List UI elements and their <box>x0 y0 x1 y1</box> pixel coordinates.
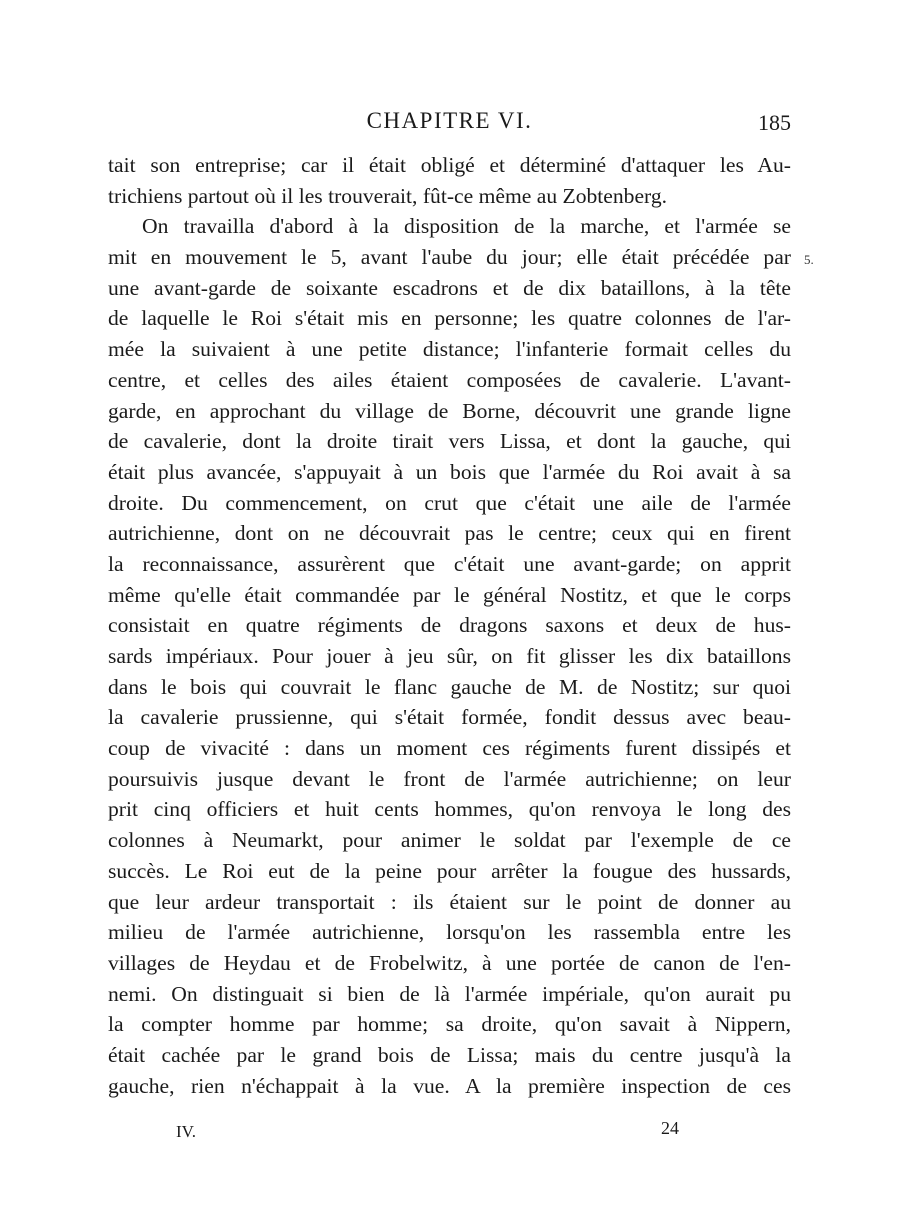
running-head <box>108 108 791 142</box>
text-line: tait son entreprise; car il était obligé et déterminé d'attaquer les Au- <box>108 153 791 177</box>
text-line: prit cinq officiers et huit cents hommes, qu'on renvoya le long des <box>108 797 791 822</box>
text-line: villages de Heydau et de Frobelwitz, à une portée de canon de l'en- <box>108 950 791 975</box>
body-text <box>108 150 791 1101</box>
text-line: que leur ardeur transportait : ils étaient sur le point de donner au <box>108 889 791 914</box>
text-line: coup de vivacité : dans un moment ces régiments furent dissipés et <box>108 736 791 761</box>
text-line: de laquelle le Roi s'était mis en personne; les quatre colonnes de l'ar- <box>108 306 791 331</box>
text-line: poursuivis jusque devant le front de l'armée autrichienne; on leur <box>108 766 791 791</box>
page-number: 185 <box>758 110 791 135</box>
text-line: garde, en approchant du village de Borne, découvrit une grande ligne <box>108 398 791 423</box>
text-line: la compter homme par homme; sa droite, qu'on savait à Nippern, <box>108 1012 791 1037</box>
signature-mark: 24 <box>661 1118 679 1138</box>
text-line: autrichienne, dont on ne découvrait pas le centre; ceux qui en firent <box>108 521 791 546</box>
text-line: même qu'elle était commandée par le général Nostitz, et que le corps <box>108 582 791 607</box>
text-line: milieu de l'armée autrichienne, lorsqu'on les rassembla entre les <box>108 920 791 945</box>
text-line: centre, et celles des ailes étaient composées de cavalerie. L'avant- <box>108 367 791 392</box>
text-line: sards impériaux. Pour jouer à jeu sûr, on fit glisser les dix bataillons <box>108 644 791 668</box>
text-line: était plus avancée, s'appuyait à un bois que l'armée du Roi avait à sa <box>108 459 791 484</box>
text-line: la cavalerie prussienne, qui s'était formée, fondit dessus avec beau- <box>108 705 791 730</box>
text-line: mée la suivaient à une petite distance; l'infanterie formait celles du <box>108 337 791 362</box>
chapter-title: CHAPITRE VI. <box>366 108 533 133</box>
margin-line-number: 5. <box>804 252 814 267</box>
volume-number: IV. <box>176 1122 196 1141</box>
text-line: trichiens partout où il les trouverait, fût-ce même au Zobtenberg. <box>108 183 668 208</box>
text-line: On travailla d'abord à la disposition de la marche, et l'armée se <box>142 214 791 239</box>
text-line: droite. Du commencement, on crut que c'était une aile de l'armée <box>108 490 791 515</box>
text-line: succès. Le Roi eut de la peine pour arrêter la fougue des hussards, <box>108 858 791 883</box>
text-line: nemi. On distinguait si bien de là l'armée impériale, qu'on aurait pu <box>108 981 791 1006</box>
page-footer <box>108 1118 791 1148</box>
text-line: une avant-garde de soixante escadrons et de dix bataillons, à la tête <box>108 275 791 300</box>
text-line: dans le bois qui couvrait le flanc gauche de M. de Nostitz; sur quoi <box>108 674 791 699</box>
text-line: mit en mouvement le 5, avant l'aube du jour; elle était précédée par <box>108 245 791 270</box>
text-line: de cavalerie, dont la droite tirait vers Lissa, et dont la gauche, qui <box>108 429 791 454</box>
text-line: la reconnaissance, assurèrent que c'était une avant-garde; on apprit <box>108 551 791 576</box>
text-line: colonnes à Neumarkt, pour animer le soldat par l'exemple de ce <box>108 828 791 853</box>
text-line: était cachée par le grand bois de Lissa; mais du centre jusqu'à la <box>108 1042 791 1067</box>
text-line: consistait en quatre régiments de dragons saxons et deux de hus- <box>108 613 791 638</box>
text-line: gauche, rien n'échappait à la vue. A la première inspection de ces <box>108 1073 791 1098</box>
